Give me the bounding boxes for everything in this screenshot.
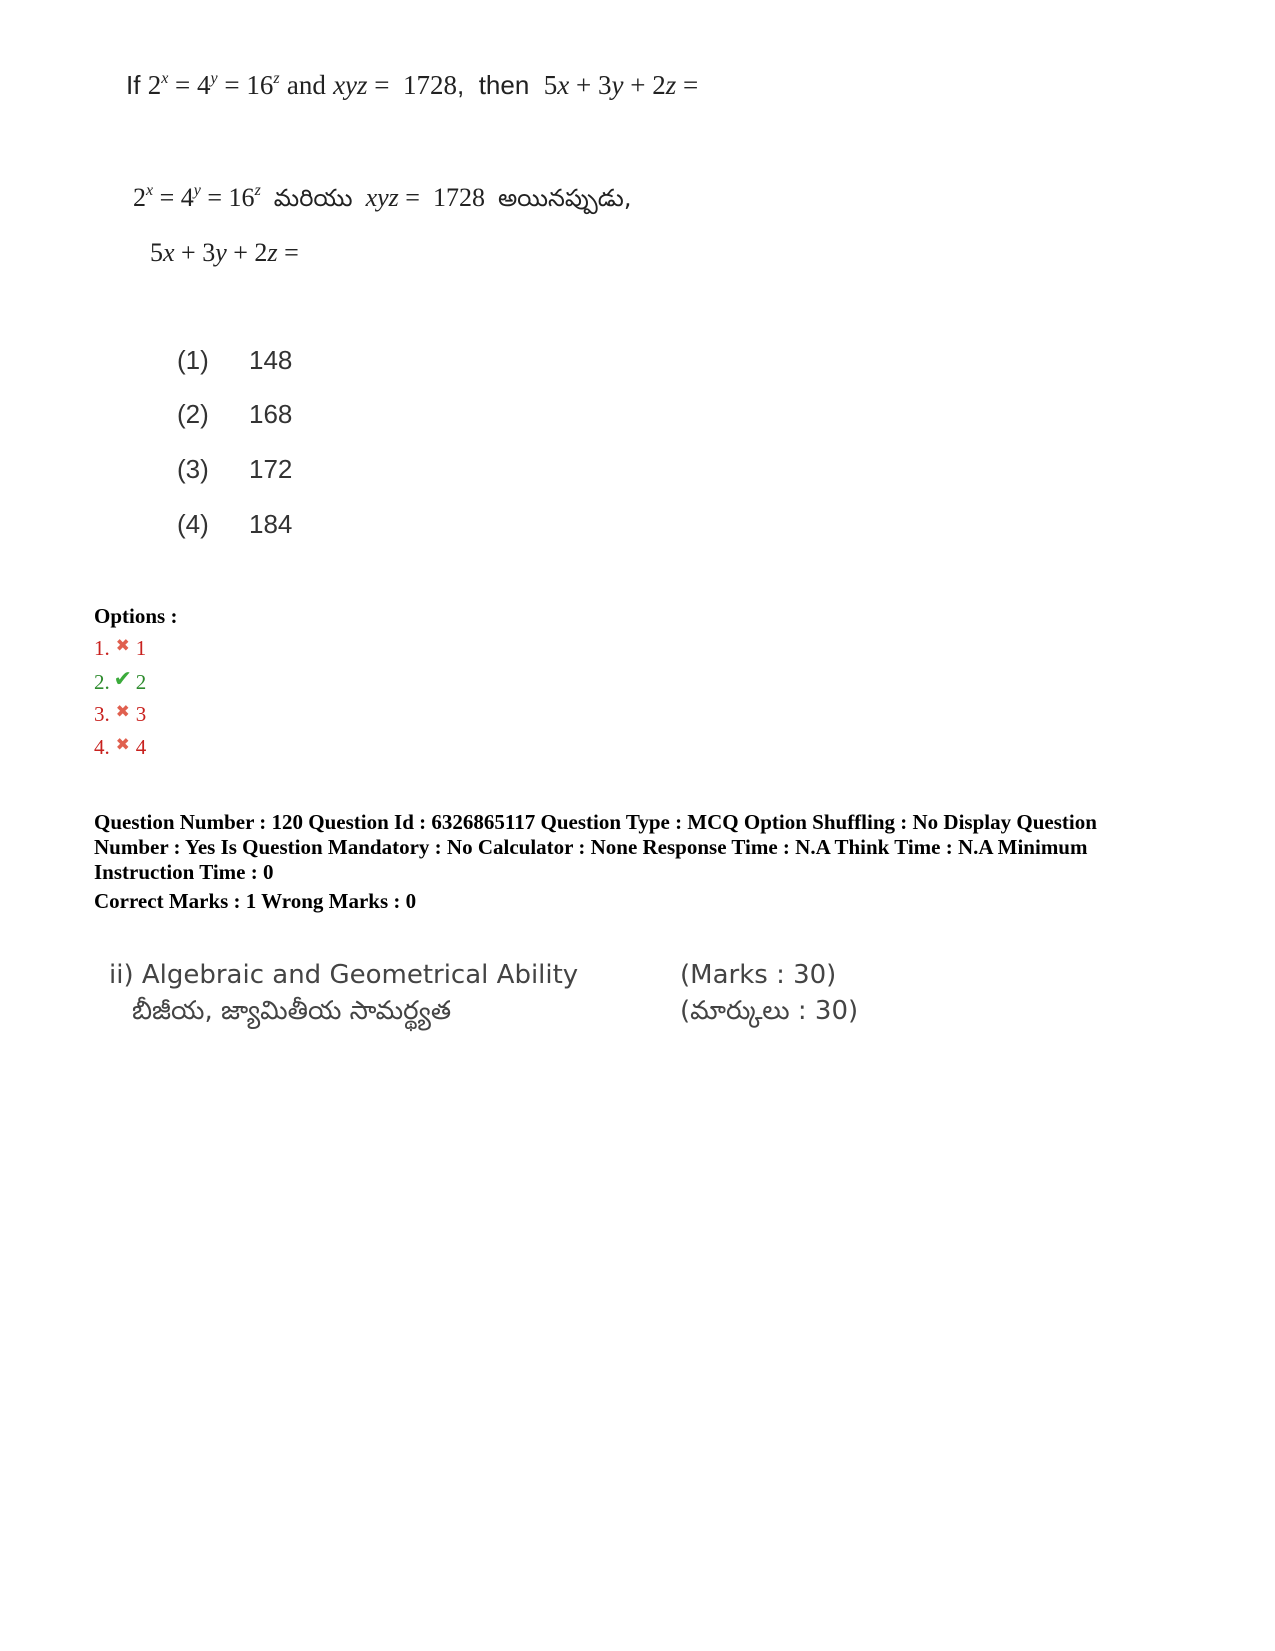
choice-1: (1) 148 [177, 345, 293, 375]
question-telugu-expression: 5x + 3y + 2z = [150, 238, 299, 267]
section-title-te: బీజీయ, జ్యామితీయ సామర్థ్యత [132, 996, 452, 1026]
option-3: 3. ✖ 3 [94, 702, 147, 726]
choice-3: (3) 172 [177, 454, 293, 484]
options-title: Options : [94, 604, 178, 628]
question-english: If $2^x = 4^y = 16^z$ and xyz = 1728, then 5x + 3y + 2z = [126, 70, 699, 100]
question-telugu-conj: మరియు [273, 184, 353, 212]
option-2: 2. ✔ 2 [94, 666, 147, 694]
cross-icon: ✖ [115, 735, 130, 754]
question-telugu: $2^x = 4^y = 16^z$ మరియు xyz = 1728 అయినప్పుడు, [133, 182, 632, 212]
check-icon: ✔ [113, 666, 132, 691]
section-marks-te: (మార్కులు : 30) [680, 996, 859, 1026]
question-telugu-suffix: అయినప్పుడు, [497, 184, 632, 212]
section-marks-en: (Marks : 30) [680, 960, 837, 990]
choice-4: (4) 184 [177, 509, 293, 539]
option-1: 1. ✖ 1 [94, 636, 147, 660]
choice-2: (2) 168 [177, 399, 293, 429]
question-marks: Correct Marks : 1 Wrong Marks : 0 [94, 889, 417, 913]
section-title-en: ii) Algebraic and Geometrical Ability [109, 960, 579, 990]
question-conj: and [286, 70, 326, 100]
option-4: 4. ✖ 4 [94, 735, 147, 759]
cross-icon: ✖ [115, 636, 130, 655]
question-prefix: If [126, 70, 141, 100]
question-then: then [478, 70, 530, 100]
question-meta: Question Number : 120 Question Id : 6326865117 Question Type : MCQ Option Shuffling : No Display Question Number : Yes Is Question Mandatory : No Calculator : None Response Time : N.A Think Time : N.A Minimum Instruction Time : 0 [94, 810, 1097, 884]
cross-icon: ✖ [115, 702, 130, 721]
